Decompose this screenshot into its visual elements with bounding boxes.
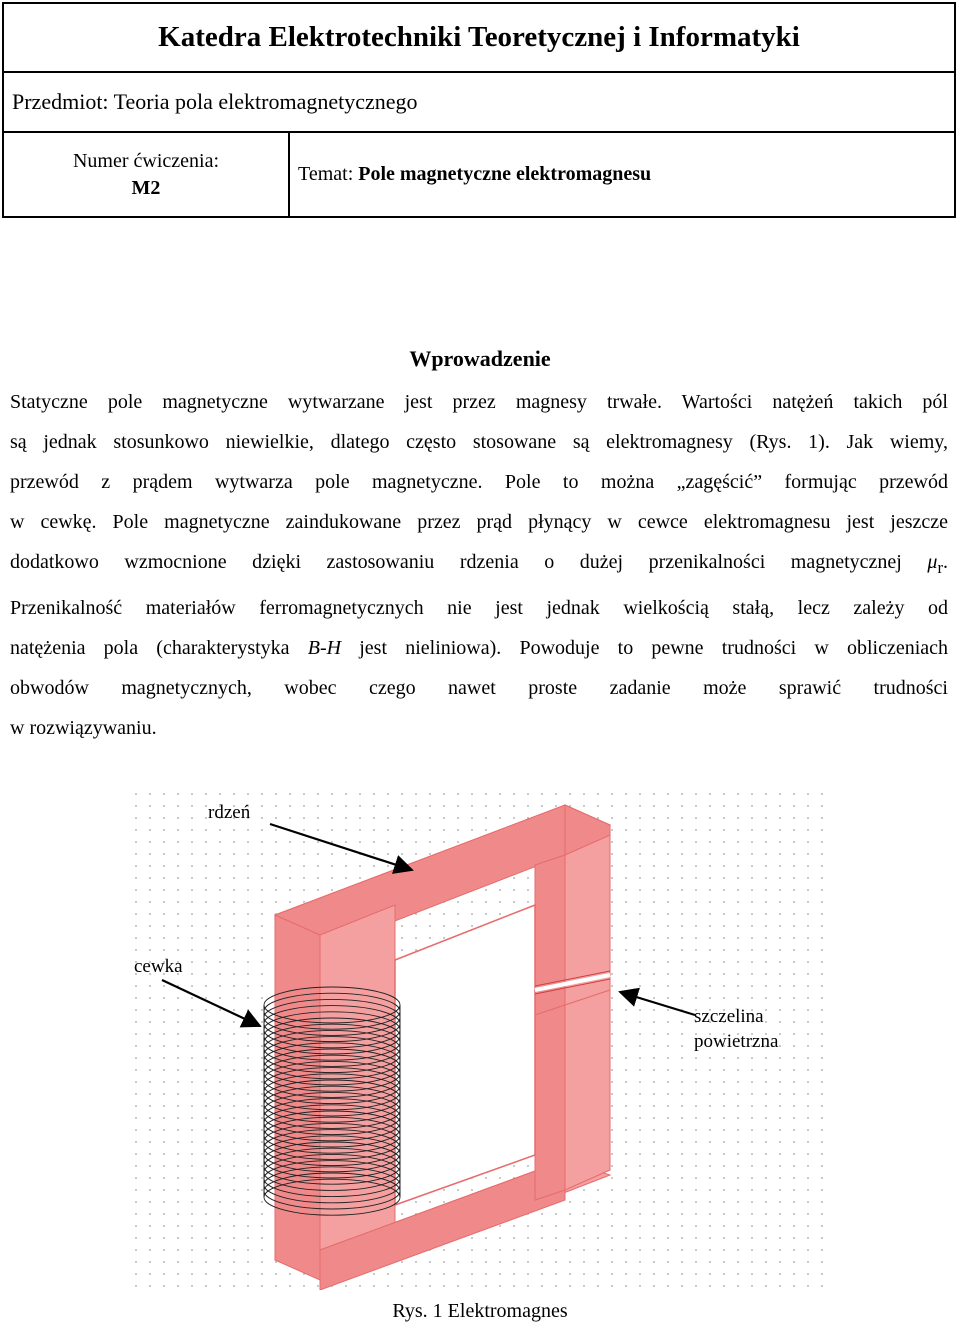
- exercise-number-label: Numer ćwiczenia:: [72, 149, 220, 172]
- section-title: Wprowadzenie: [409, 346, 551, 371]
- text-line: są jednak stosunkowo niewielkie, dlatego często stosowane są elektromagnesy (Rys. 1). Jak wiemy,: [10, 431, 948, 453]
- text-line-bh-start: natężenia pola (charakterystyka: [10, 637, 290, 659]
- topic-label: Temat:: [298, 163, 354, 185]
- subject-name: Przedmiot: Teoria pola elektromagnetycznego: [12, 89, 418, 114]
- gap-label-line2: powietrzna: [694, 1031, 779, 1052]
- text-line: Statyczne pole magnetyczne wytwarzane jest przez magnesy trwałe. Wartości natężeń takich pól: [10, 391, 948, 413]
- text-line-bh-end: jest nieliniowa). Powoduje to pewne trudności w obliczeniach: [359, 637, 949, 659]
- coil-label: cewka: [134, 956, 183, 977]
- exercise-number-value: M2: [131, 176, 161, 199]
- topic-value: Pole magnetyczne elektromagnesu: [358, 163, 652, 185]
- header-institution-row: [4, 4, 954, 73]
- core-right-leg-lower: [565, 990, 610, 1190]
- text-line: w cewkę. Pole magnetyczne zaindukowane przez prąd płynący w cewce elektromagnesu jest jeszcze: [10, 511, 948, 533]
- core-label: rdzeń: [208, 802, 251, 823]
- text-line: obwodów magnetycznych, wobec czego nawet proste zadanie może sprawić trudności: [10, 677, 948, 699]
- core-right-leg-lower-inner: [535, 1005, 565, 1200]
- text-line: Przenikalność materiałów ferromagnetycznych nie jest jednak wielkością stałą, lecz zależy od: [10, 597, 948, 619]
- gap-label-line1: szczelina: [694, 1006, 764, 1027]
- header-meta-row: [4, 133, 954, 216]
- intro-paragraph: [10, 382, 948, 748]
- exercise-number-cell: [4, 133, 290, 216]
- text-line: w rozwiązywaniu.: [10, 717, 157, 739]
- header-subject-row: [4, 73, 954, 133]
- header-table: [2, 2, 956, 218]
- bh-label: B-H: [307, 637, 342, 659]
- mu-symbol: μ: [927, 551, 938, 573]
- figure-caption: Rys. 1 Elektromagnes: [392, 1300, 568, 1322]
- electromagnet-figure: [120, 780, 840, 1290]
- text-line-bh: [10, 628, 948, 668]
- text-line-mu-text: dodatkowo wzmocnione dzięki zastosowaniu rdzenia o dużej przenikalności magnetycznej: [10, 551, 902, 573]
- topic-cell: [290, 133, 954, 216]
- text-line-mu: dodatkowo wzmocnione dzięki zastosowaniu rdzenia o dużej przenikalności magnetycznej $\mu_r$.: [10, 551, 948, 577]
- text-line: przewód z prądem wytwarza pole magnetyczne. Pole to można „zagęścić” formując przewód: [10, 471, 948, 493]
- mu-subscript: r: [937, 558, 943, 577]
- institution-name: Katedra Elektrotechniki Teoretycznej i Informatyki: [158, 21, 800, 53]
- core-right-leg-upper-inner: [535, 855, 565, 1020]
